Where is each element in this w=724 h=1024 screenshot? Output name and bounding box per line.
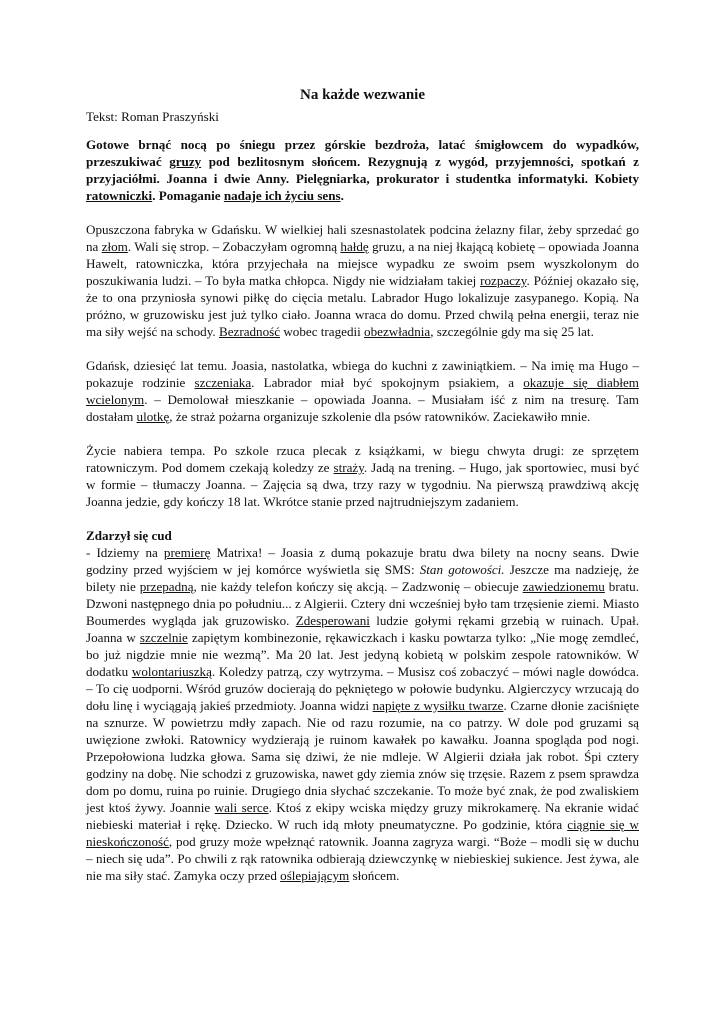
text-run: słońcem. — [349, 868, 400, 883]
underlined-phrase: oślepiającym — [280, 868, 350, 883]
paragraph-factory — [86, 221, 639, 340]
underlined-phrase: przepadną — [139, 579, 194, 594]
text-run: , pod gruzy może wpełznąć ratownik. Joanna zagryza wargi. “Boże – modli się w duchu – niech się uda”. Po chwili z rąk ratownika odbierają dziewczynkę w niebieskiej sukience. Jest żywa, ale nie ma siły stać. Zamyka oczy przed — [86, 834, 639, 883]
article-title: Na każde wezwanie — [300, 87, 425, 103]
text-run: . – Demolował mieszkanie – opowiada Joanna. – Musiałam iść z nim na tresurę. Tam dostałam — [86, 392, 639, 424]
underlined-phrase: premierę — [163, 545, 211, 560]
text-run: Gotowe brnąć nocą po śniegu przez górskie bezdroża, latać śmigłowcem do wypadków, przeszukiwać — [86, 137, 639, 169]
article-lead — [86, 136, 639, 204]
underlined-phrase: Zdesperowani — [295, 613, 370, 628]
paragraph-puppy — [86, 357, 639, 425]
text-run: ludzie gołymi rękami grzebią w ruinach. Upał. Joanna w — [86, 613, 639, 645]
article-author: Tekst: Roman Praszyński — [86, 109, 219, 124]
underlined-phrase: nadaje ich życiu sens — [223, 188, 341, 203]
underlined-phrase: wali serce — [214, 800, 269, 815]
document-page — [86, 86, 639, 884]
underlined-phrase: Bezradność — [218, 324, 281, 339]
underlined-phrase: rozpaczy — [480, 273, 527, 288]
paragraph-training — [86, 442, 639, 510]
text-run: zapiętym kombinezonie, rękawiczkach i kasku powtarza tylko: „Nie mogę zemdleć, bo już nigdzie mnie nie wezmą”. Ma 20 lat. Jest jedyną kobietą w polskim zespole ratowników. W dodatku — [86, 630, 639, 679]
text-run: . Jadą na trening. – Hugo, jak sportowiec, musi być w formie – tłumaczy Joanna. – Zajęcia są dwa, trzy razy w tygodniu. Na pierwszą prawdziwą akcję Joanna jedzie, gdy kończy 18 lat. Wkrótce stanie przed najtrudniejszym zadaniem. — [86, 460, 640, 509]
section-heading: Zdarzył się cud — [86, 528, 172, 543]
text-run: Życie nabiera tempa. Po szkole rzuca plecak z książkami, w biegu chwyta drugi: ze sprzętem ratowniczym. Pod domem czekają koledzy ze — [86, 443, 639, 475]
text-run: . Później okazało się, że to ona przyniosła synowi piłkę do cięcia metalu. Labrador Hugo lokalizuje zasypanego. Kopią. Na próżno, w gruzowisku jest już tylko ciało. Joanna wraca do domu. Przed chwilą pełna energii, teraz nie ma siły wejść na schody. — [86, 273, 639, 339]
text-run: bratu. Dzwoni następnego dnia po południu... z Algierii. Cztery dni wcześniej było tam trzęsienie ziemi. Miasto Boumerdes wygląda jak gruzowisko. — [86, 579, 639, 628]
paragraph-algeria — [86, 544, 639, 884]
underlined-phrase: złom — [101, 239, 128, 254]
underlined-phrase: gruzy — [169, 154, 202, 169]
text-run: Jeszcze ma nadzieję, że bilety nie — [86, 562, 639, 594]
text-run: Opuszczona fabryka w Gdańsku. W wielkiej hali szesnastolatek podcina żelazny filar, żeby sprzedać go na — [86, 222, 639, 254]
text-run: Gdańsk, dziesięć lat temu. Joasia, nastolatka, wbiega do kuchni z zawiniątkiem. – Na imię ma Hugo – pokazuje rodzinie — [86, 358, 639, 390]
text-run: - Idziemy na — [86, 545, 164, 560]
underlined-phrase: obezwładnia — [364, 324, 431, 339]
underlined-phrase: hałdę — [340, 239, 369, 254]
underlined-phrase: okazuje się diabłem wcielonym — [86, 375, 639, 407]
text-run: , nie każdy telefon kończy się akcją. – Zadzwonię – obiecuje — [193, 579, 523, 594]
text-run: pod bezlitosnym słońcem. Rezygnują z wygód, przyjemności, spotkań z przyjaciółmi. Joanna i dwie Anny. Pielęgniarka, prokurator i studentka informatyki. Kobiety — [86, 154, 639, 186]
text-run: . Czarne dłonie zaciśnięte na sznurze. W powietrzu mdły zapach. Nie od razu rozumie, na co patrzy. W dole pod gruzami są uwięzione zwłoki. Ratownicy wydzierają je ruinom kawałek po kawałku. Joanna spogląda pod nogi. Przepołowiona ludzka głowa. Sama się dziwi, że nie mdleje. W Algierii działa jak robot. Śpi cztery godziny na dobę. Nie schodzi z gruzowiska, nawet gdy ziemia znów się trzęsie. Razem z psem sprawdza dom po domu, ruina po ruinie. Drugiego dnia słychać szczekanie. To może być znak, że pod zwaliskiem jest ktoś żywy. Joannie — [86, 698, 639, 815]
text-run: . Labrador miał być spokojnym psiakiem, a — [251, 375, 524, 390]
text-run: , szczególnie gdy ma się 25 lat. — [430, 324, 594, 339]
underlined-phrase: napięte z wysiłku twarze — [372, 698, 504, 713]
underlined-phrase: zawiedzionemu — [522, 579, 605, 594]
text-run: , że straż pożarna organizuje szkolenie dla psów ratowników. Zaciekawiło mnie. — [169, 409, 591, 424]
underlined-phrase: szczelnie — [139, 630, 188, 645]
text-run: . Ktoś z ekipy wciska między gruzy mikrokamerę. Na ekranie widać niebieski materiał i rękę. Dziecko. W ruch idą młoty pneumatyczne. Po godzinie, która — [86, 800, 639, 832]
underlined-phrase: ulotkę — [136, 409, 170, 424]
italic-phrase: Stan gotowości. — [419, 562, 505, 577]
text-run: . Koledzy patrzą, czy wytrzyma. – Musisz coś zobaczyć – mówi nagle dowódca. – To cię uodporni. Wśród gruzów docierają do pękniętego w połowie budynku. Algierczycy wrzucają do dołu linę i wyciągają jakieś przedmioty. Joanna widzi — [86, 664, 639, 713]
underlined-phrase: szczeniaka — [194, 375, 252, 390]
text-run: gruzu, a na niej łkającą kobietę – opowiada Joanna Hawelt, ratowniczka, która przyjechała na miejsce wypadku ze swoim psem wyszkolonym do poszukiwania ludzi. – To była matka chłopca. Nigdy nie widziałam takiej — [86, 239, 639, 288]
underlined-phrase: wolontariuszką — [131, 664, 212, 679]
text-run: Matrixa! – Joasia z dumą pokazuje bratu dwa bilety na nocny seans. Dwie godziny przed wyjściem w jej komórce wyświetla się SMS: — [86, 545, 639, 577]
underlined-phrase: straży — [333, 460, 364, 475]
text-run: . Wali się strop. – Zobaczyłam ogromną — [127, 239, 341, 254]
text-run: . — [340, 188, 344, 203]
text-run: . Pomaganie — [152, 188, 224, 203]
underlined-phrase: ciągnie się w nieskończoność — [86, 817, 639, 849]
text-run: wobec tragedii — [280, 324, 365, 339]
underlined-phrase: ratowniczki — [86, 188, 153, 203]
